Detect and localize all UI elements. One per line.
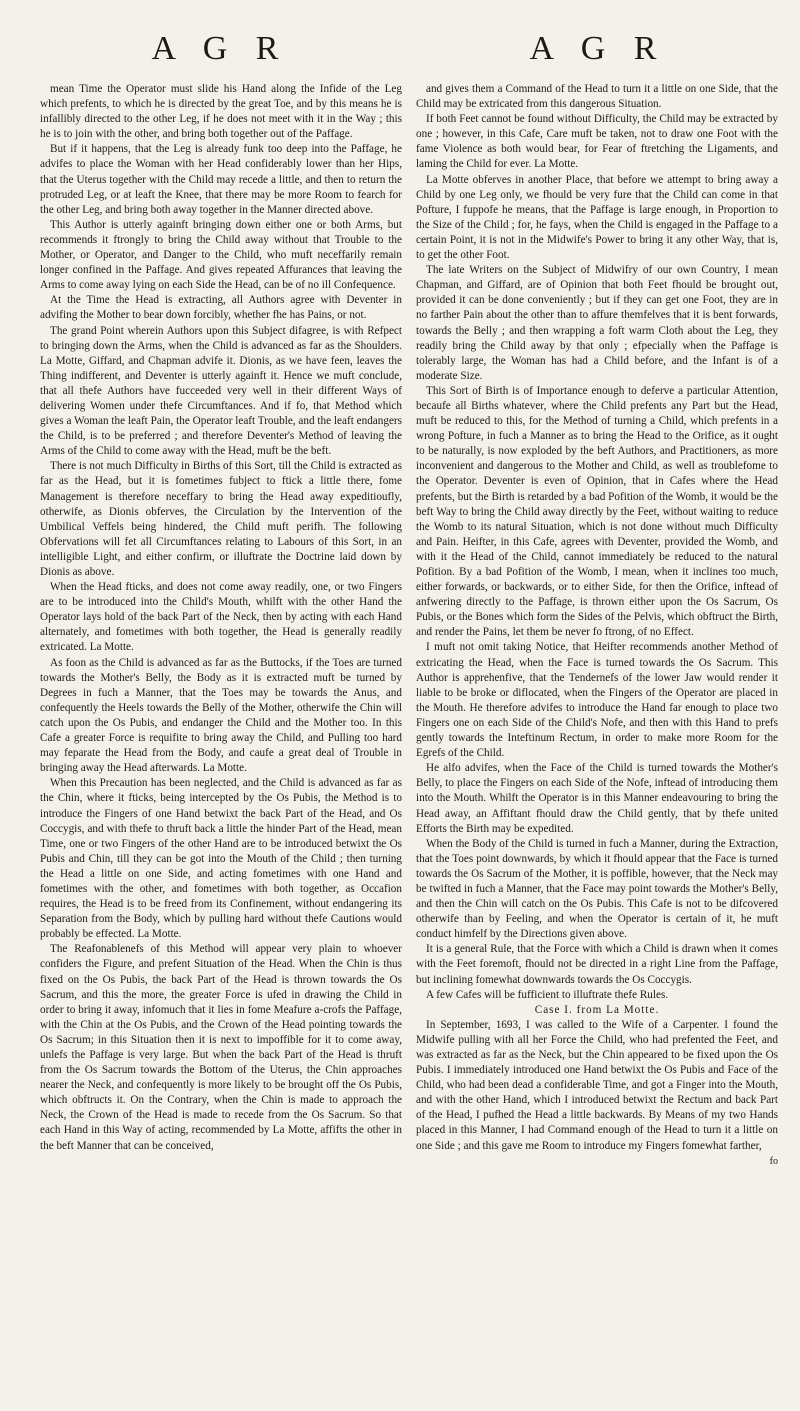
paragraph: This Sort of Birth is of Importance enough to deferve a particular Attention, becaufe all Births whatever, where the Child prefents any Part but the Head, muft be reduced to this, for the Method of turning a Child, which prefents in a wrong Pofture, in fuch a Manner as to bring the Head to the Orifice, as it ought to be naturally, is now exploded by the beft Authors, and Practitioners, as more inconvenient and dangerous to the Mother and Child, as well as troublefome to the Operator. Deventer is even of Opinion, that in Cafes where the Head prefents, but the Birth is retarded by a bad Pofition of the Womb, it would be the beft Way to bring the Child away directly by the Feet, without waiting to reduce the Womb to its natural Situation, which is not done without much Difficulty and Pain. Heifter, in this Cafe, agrees with Deventer, provided the Womb, and with it the Head of the Child, cannot immediately be reduced to the natural Pofition. By a bad Pofition of the Womb, I mean, when it inclines too much, either forwards, or backwards, or to either Side, for then the Orifice, inftead of anfwering directly to the Paffage, is thrown either upon the Os Sacrum, Os Pubis, or the Bones which form the Sides of the Pelvis, which obftruct the Birth, and render the Pains, let them be never fo ftrong, of no Effect. xyxy=(416,384,778,639)
paragraph: When this Precaution has been neglected, and the Child is advanced as far as the Chin, where it fticks, being intercepted by the Os Pubis, the Method is to introduce the Fingers of one Hand betwixt the back Part of the Head, and Os Coccygis, and with thefe to thruft back a little the hinder Part of the Head, mean Time, one or two Fingers of the other Hand are to be introduced betwixt the Os Pubis and Chin, till they can be got into the Mouth of the Child ; then turning the Head a little on one Side, and acting fometimes with one Hand and fometimes with the other, and fometimes with both together, as Occafion requires, the Head is to be freed from its Confinement, without endangering its Separation from the Body, which by pulling hard without thefe Cautions would probably be effected. La Motte. xyxy=(40,777,402,941)
paragraph: When the Head fticks, and does not come away readily, one, or two Fingers are to be introduced into the Child's Mouth, whilft with the other Hand the Operator lays hold of the back Part of the Neck, then by acting with each Hand alternately, and fometimes with both together, the Head is generally readily extricated. La Motte. xyxy=(40,581,402,654)
left-column xyxy=(40,82,402,1392)
catchword: fo xyxy=(769,1155,778,1167)
running-head-right: A G R xyxy=(529,30,667,67)
case-heading: Case I. from La Motte. xyxy=(534,1003,660,1016)
paragraph: This Author is utterly againft bringing down either one or both Arms, but recommends it ftrongly to bring the Child away without that Trouble to the Mother, or Operator, and Danger to the Child, who muft neceffarily remain longer confined in the Paffage. And gives repeated Affurances that leaving the Arms to come away lying on each Side the Head, can be of no ill Confequence. xyxy=(40,218,402,292)
paragraph: At the Time the Head is extracting, all Authors agree with Deventer in advifing the Mother to bear down forcibly, whether fhe has Pains, or not. xyxy=(40,294,402,322)
paragraph: The late Writers on the Subject of Midwifry of our own Country, I mean Chapman, and Giffard, are of Opinion that both Feet fhould be brought out, provided it can be done conveniently ; but if they can get one Foot, they are in no farther Pain about the other than to affure themfelves that it is bent forwards, towards the Belly ; and then wrapping a foft warm Cloth about the Leg, they readily bring the Child away by that only ; efpecially when the Paffage is tolerably large, the Woman has had a Child before, and the Infant is of a moderate Size. xyxy=(416,264,778,382)
paragraph: If both Feet cannot be found without Difficulty, the Child may be extracted by one ; however, in this Cafe, Care muft be taken, not to draw one Foot with the fame Violence as both would bear, for Fear of ftretching the Ligaments, and laming the Child for ever. La Motte. xyxy=(416,113,778,171)
paragraph: There is not much Difficulty in Births of this Sort, till the Child is extracted as far as the Head, but it is fometimes fubject to ftick a little there, fome Management is therefore neceffary to bring the Head away expeditioufly, otherwife, as Dionis obferves, the Circulation by the Intervention of the Umbilical Veffels being hindered, the Child muft perifh. The following Obfervations will fet all Circumftances relating to Labours of this Sort, in an intelligible Light, and either confirm, or illuftrate the Doctrine laid down by Dionis as above. xyxy=(40,460,402,578)
paragraph: La Motte obferves in another Place, that before we attempt to bring away a Child by one Leg only, we fhould be very fure that the Child can come in that Pofture, I fuppofe he means, that the Paffage is large enough, in Proportion to the Size of the Child ; for, he fays, when the Child is engaged in the Paffage to a certain Point, it is not in the Midwife's Power to bring it any other Way, that is, to get the other Foot. xyxy=(416,173,778,262)
paragraph: A few Cafes will be fufficient to illuftrate thefe Rules. xyxy=(426,988,669,1001)
paragraph: mean Time the Operator must slide his Hand along the Infide of the Leg which prefents, to which he is directed by the great Toe, and by this means he is infallibly directed to the other Leg, if he does not meet with it in the Way ; this he is to join with the other, and bring both together out of the Paffage. xyxy=(40,83,402,141)
paragraph: He alfo advifes, when the Face of the Child is turned towards the Mother's Belly, to place the Fingers on each Side of the Nofe, inftead of introducing them into the Mouth. Whilft the Operator is in this Manner endeavouring to bring the Head away, an Affiftant fhould draw the Child gently, that by thefe united Efforts the Birth may be expedited. xyxy=(416,762,778,835)
paragraph: As foon as the Child is advanced as far as the Buttocks, if the Toes are turned towards the Mother's Belly, the Body as it is extracted muft be turned by Degrees in fuch a Manner, that the Toes may be towards the Anus, and confequently the Heels towards the Belly of the Mother, otherwife the Chin will catch upon the Os Pubis, and endanger the Child and the Mother too. In this Cafe a greater Force is requifite to bring away the Child, and Pulling too hard may feparate the Head from the Body, and caufe a great deal of Trouble in bringing away the Head afterwards. La Motte. xyxy=(40,656,402,775)
paragraph: But if it happens, that the Leg is already funk too deep into the Paffage, he advifes to place the Woman with her Head confiderably lower than her Hips, that the Uterus together with the Child may recede a little, and then to return the protruded Leg, or at leaft the Knee, that there may be more Room to fearch for the other Leg, and bring both away together in the Manner directed above. xyxy=(40,143,402,216)
case-paragraph: In September, 1693, I was called to the Wife of a Carpenter. I found the Midwife pulling with all her Force the Child, who had prefented the Feet, and was extracted as far as the Neck, but the Chin appeared to be fixed upon the Os Pubis. I immediately introduced one Hand betwixt the Os Pubis and Face of the Child, who had been dead a confiderable Time, and got a Finger into the Mouth, and with the other Hand, which I introduced betwixt the Rectum and back Part of the Head, I pufhed the Head a little backwards. By Means of my two Hands placed in this Manner, I had Command enough of the Head to turn it a little on one Side ; and this gave me Room to introduce my Fingers fomewhat farther, xyxy=(416,1018,778,1152)
paragraph: The Reafonablenefs of this Method will appear very plain to whoever confiders the Figure, and prefent Situation of the Head. When the Chin is thus fixed on the Os Pubis, the back Part of the Head is thrown towards the Os Sacrum, and this the more, the greater Force is ufed in drawing the Child in order to bring it away, infomuch that it lies in fome Meafure a-crofs the Paffage, with the Chin at the Os Pubis, and the Crown of the Head pointing towards the Os Sacrum; in this Situation then it is next to impoffible for it to come away, unlefs the Paffage is very large. But when the back Part of the Head is thruft from the Os Sacrum towards the Bottom of the Uterus, the Chin approaches nearer the Neck, and confequently is more likely to be brought off the Os Pubis, which obftructs it. On the Contrary, when the Chin is made to approach the Neck, the Crown of the Head is made to recede from the Os Sacrum. So that each Hand in this Way of acting, recommended by La Motte, affifts the other in the beft Manner that can be conceived, xyxy=(40,943,402,1152)
text-columns xyxy=(40,82,778,1392)
right-column xyxy=(416,82,778,1392)
paragraph: It is a general Rule, that the Force with which a Child is drawn when it comes with the Feet foremoft, fhould not be directed in a right Line from the Paffage, but inclining fomewhat downwards towards the Os Coccygis. xyxy=(416,943,778,986)
paragraph: I muft not omit taking Notice, that Heifter recommends another Method of extricating the Head, when the Face is turned towards the Os Sacrum. This Author is apprehenfive, that the Tendernefs of the lower Jaw would render it liable to be broke or diflocated, when the Fingers of the Operator are placed in the Mouth. He therefore advifes to introduce the Hand far enough to place two Fingers one on each Side of the Child's Nofe, and then with this Hand to prefs gently towards the Inteftinum Rectum, in order to make more Room for the Egrefs of the Child. xyxy=(416,641,778,760)
running-head-left: A G R xyxy=(151,30,289,67)
paragraph: When the Body of the Child is turned in fuch a Manner, during the Extraction, that the Toes point downwards, by which it fhould appear that the Face is turned towards the Os Sacrum of the Mother, it is poffible, however, that the Neck may be twifted in fuch a Manner, that the Face may point towards the Mother's Belly, and then the Chin will catch on the Os Pubis. This Cafe is not to be difcovered otherwife than by Feeling, and when the Operator is certain of it, he muft conduct himfelf by the Directions given above. xyxy=(416,837,778,941)
paragraph: The grand Point wherein Authors upon this Subject difagree, is with Refpect to bringing down the Arms, when the Child is advanced as far as the Shoulders. La Motte, Giffard, and Chapman advife it. Dionis, as we have feen, leaves the Thing indifferent, and Deventer is utterly againft it. Hence we muft conclude, that all thefe Authors have fucceeded very well in their different Ways of delivering Women under thefe Circumftances. And if fo, that Method which gives a Woman the leaft Pain, the Operator leaft Trouble, and the leaft endangers the Child, is to be preferred ; and therefore Deventer's Method of leaving the Arms of the Child to come away with the Head, muft be the beft. xyxy=(40,324,402,458)
paragraph: and gives them a Command of the Head to turn it a little on one Side, that the Child may be extricated from this dangerous Situation. xyxy=(416,83,778,111)
running-heads xyxy=(40,18,778,82)
